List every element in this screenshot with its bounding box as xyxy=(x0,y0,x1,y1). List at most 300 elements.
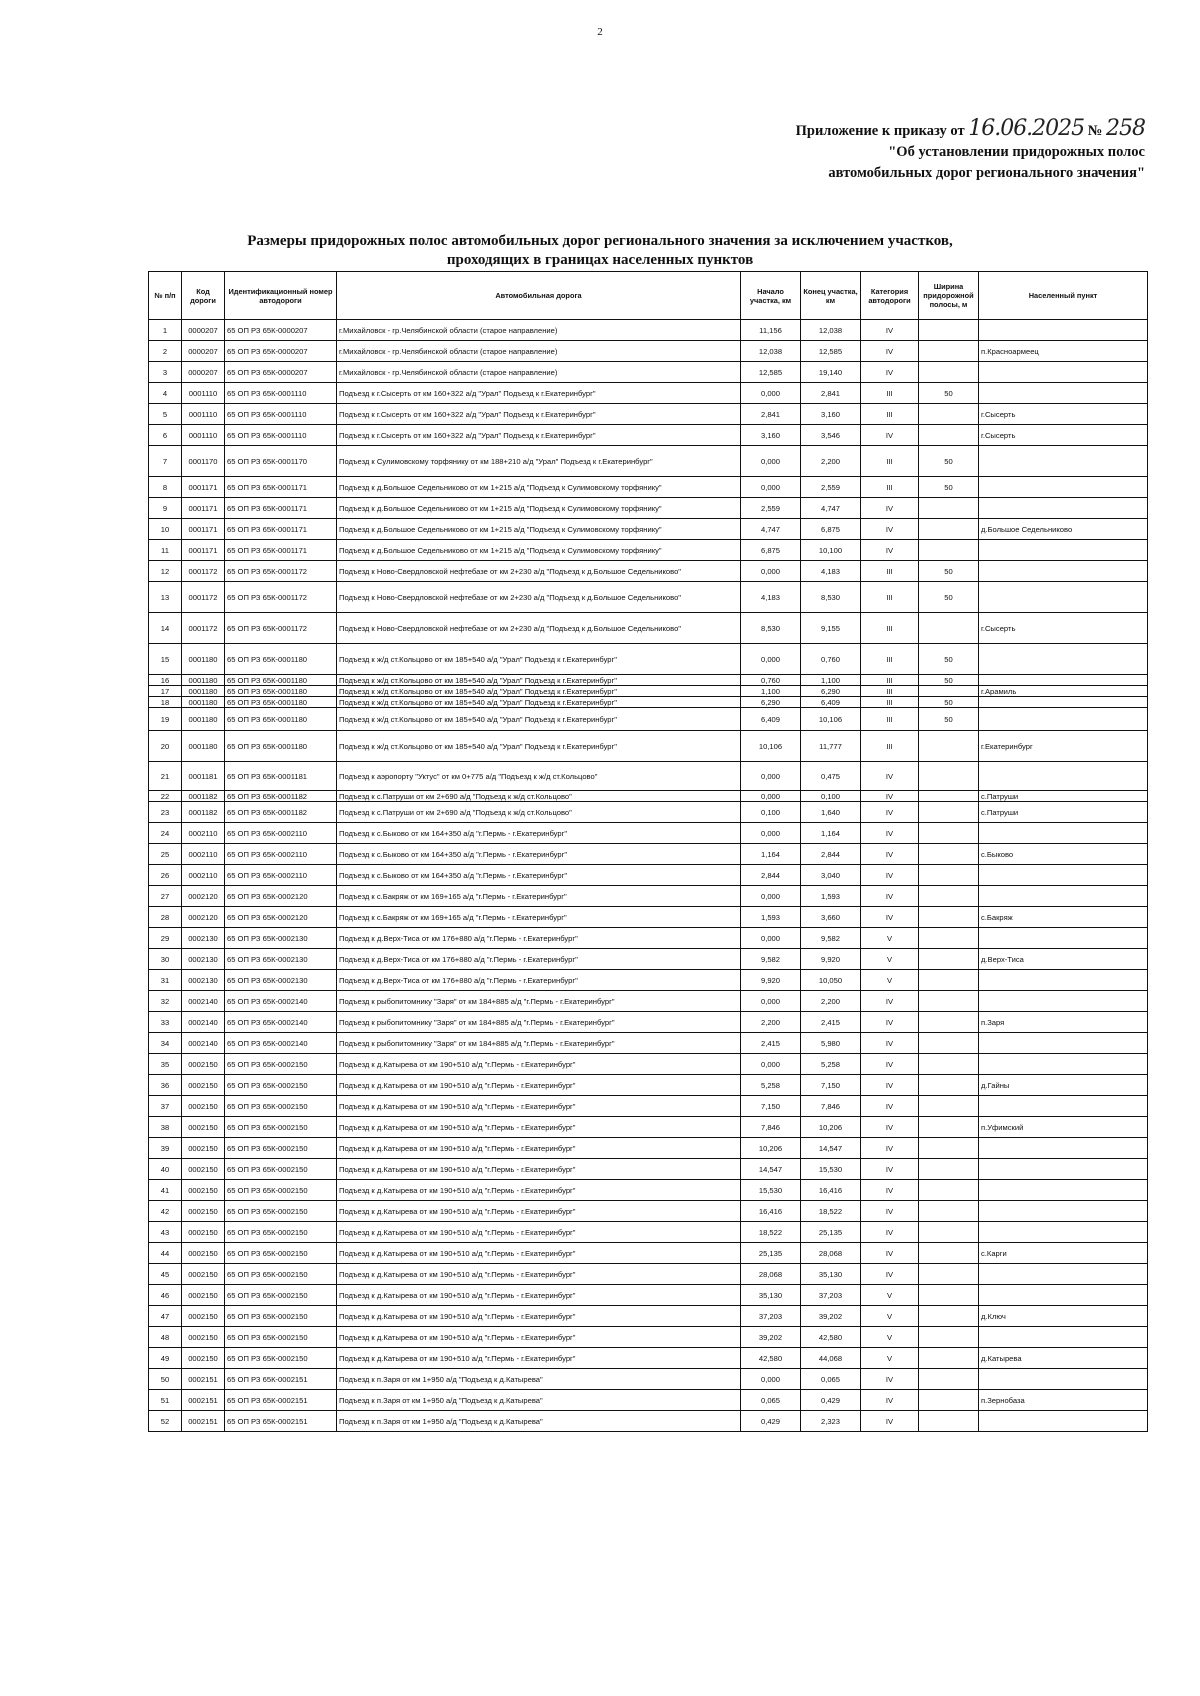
road-name-cell: Подъезд к п.Заря от км 1+950 а/д "Подъезд к д.Катырева" xyxy=(337,1390,741,1411)
table-row xyxy=(149,865,1148,886)
strip-width-cell xyxy=(919,1012,979,1033)
road-id-cell: 65 ОП РЗ 65К-0002150 xyxy=(225,1138,337,1159)
table-row xyxy=(149,477,1148,498)
end-km-cell: 6,290 xyxy=(801,686,861,697)
end-km-cell: 28,068 xyxy=(801,1243,861,1264)
settlement-cell: г.Сысерть xyxy=(979,404,1148,425)
table-row xyxy=(149,561,1148,582)
row-number-cell: 7 xyxy=(149,446,182,477)
category-cell: V xyxy=(861,970,919,991)
road-name-cell: Подъезд к ж/д ст.Кольцово от км 185+540 а/д "Урал" Подъезд к г.Екатеринбург" xyxy=(337,708,741,731)
strip-width-cell: 50 xyxy=(919,675,979,686)
road-id-cell: 65 ОП РЗ 65К-0002150 xyxy=(225,1096,337,1117)
row-number-cell: 23 xyxy=(149,802,182,823)
road-code-cell: 0001180 xyxy=(182,686,225,697)
road-code-cell: 0001170 xyxy=(182,446,225,477)
end-km-cell: 5,980 xyxy=(801,1033,861,1054)
page-number: 2 xyxy=(597,26,603,38)
category-cell: IV xyxy=(861,1138,919,1159)
road-name-cell: Подъезд к д.Катырева от км 190+510 а/д "г.Пермь - г.Екатеринбург" xyxy=(337,1222,741,1243)
road-code-cell: 0001182 xyxy=(182,791,225,802)
row-number-cell: 52 xyxy=(149,1411,182,1432)
settlement-cell xyxy=(979,708,1148,731)
road-id-cell: 65 ОП РЗ 65К-0001180 xyxy=(225,686,337,697)
road-name-cell: Подъезд к Сулимовскому торфянику от км 188+210 а/д "Урал" Подъезд к г.Екатеринбург" xyxy=(337,446,741,477)
road-id-cell: 65 ОП РЗ 65К-0001180 xyxy=(225,708,337,731)
table-row xyxy=(149,708,1148,731)
road-id-cell: 65 ОП РЗ 65К-0001181 xyxy=(225,762,337,791)
category-cell: V xyxy=(861,949,919,970)
road-code-cell: 0001180 xyxy=(182,708,225,731)
strip-width-cell: 50 xyxy=(919,644,979,675)
end-km-cell: 2,415 xyxy=(801,1012,861,1033)
end-km-cell: 3,160 xyxy=(801,404,861,425)
settlement-cell xyxy=(979,446,1148,477)
road-id-cell: 65 ОП РЗ 65К-0001171 xyxy=(225,540,337,561)
start-km-cell: 0,000 xyxy=(741,1054,801,1075)
end-km-cell: 39,202 xyxy=(801,1306,861,1327)
col-start-km-header: Начало участка, км xyxy=(741,272,801,320)
col-category-header: Категория автодороги xyxy=(861,272,919,320)
appendix-line-3: автомобильных дорог регионального значения" xyxy=(828,165,1145,181)
start-km-cell: 0,000 xyxy=(741,991,801,1012)
settlement-cell xyxy=(979,865,1148,886)
road-name-cell: Подъезд к д.Верх-Тиса от км 176+880 а/д "г.Пермь - г.Екатеринбург" xyxy=(337,928,741,949)
settlement-cell xyxy=(979,886,1148,907)
category-cell: IV xyxy=(861,802,919,823)
road-code-cell: 0002130 xyxy=(182,928,225,949)
row-number-cell: 1 xyxy=(149,320,182,341)
settlement-cell xyxy=(979,1411,1148,1432)
row-number-cell: 38 xyxy=(149,1117,182,1138)
road-id-cell: 65 ОП РЗ 65К-0001171 xyxy=(225,477,337,498)
strip-width-cell xyxy=(919,1264,979,1285)
road-name-cell: Подъезд к аэропорту "Уктус" от км 0+775 а/д "Подъезд к ж/д ст.Кольцово" xyxy=(337,762,741,791)
road-name-cell: Подъезд к рыбопитомнику "Заря" от км 184+885 а/д "г.Пермь - г.Екатеринбург" xyxy=(337,991,741,1012)
road-name-cell: Подъезд к с.Быково от км 164+350 а/д "г.Пермь - г.Екатеринбург" xyxy=(337,844,741,865)
end-km-cell: 1,164 xyxy=(801,823,861,844)
settlement-cell: с.Карги xyxy=(979,1243,1148,1264)
road-name-cell: Подъезд к г.Сысерть от км 160+322 а/д "Урал" Подъезд к г.Екатеринбург" xyxy=(337,425,741,446)
road-name-cell: г.Михайловск - гр.Челябинской области (старое направление) xyxy=(337,362,741,383)
row-number-cell: 37 xyxy=(149,1096,182,1117)
table-row xyxy=(149,362,1148,383)
row-number-cell: 19 xyxy=(149,708,182,731)
start-km-cell: 8,530 xyxy=(741,613,801,644)
road-code-cell: 0001171 xyxy=(182,540,225,561)
road-code-cell: 0002110 xyxy=(182,823,225,844)
end-km-cell: 42,580 xyxy=(801,1327,861,1348)
col-road-code-header: Код дороги xyxy=(182,272,225,320)
road-name-cell: Подъезд к д.Большое Седельниково от км 1+215 а/д "Подъезд к Сулимовскому торфянику" xyxy=(337,519,741,540)
road-code-cell: 0000207 xyxy=(182,320,225,341)
road-id-cell: 65 ОП РЗ 65К-0002130 xyxy=(225,970,337,991)
road-name-cell: Подъезд к д.Большое Седельниково от км 1+215 а/д "Подъезд к Сулимовскому торфянику" xyxy=(337,540,741,561)
row-number-cell: 40 xyxy=(149,1159,182,1180)
road-name-cell: Подъезд к д.Катырева от км 190+510 а/д "г.Пермь - г.Екатеринбург" xyxy=(337,1075,741,1096)
row-number-cell: 41 xyxy=(149,1180,182,1201)
end-km-cell: 35,130 xyxy=(801,1264,861,1285)
row-number-cell: 4 xyxy=(149,383,182,404)
road-code-cell: 0002150 xyxy=(182,1096,225,1117)
category-cell: IV xyxy=(861,907,919,928)
strip-width-cell xyxy=(919,928,979,949)
end-km-cell: 9,155 xyxy=(801,613,861,644)
row-number-cell: 13 xyxy=(149,582,182,613)
settlement-cell xyxy=(979,383,1148,404)
strip-width-cell: 50 xyxy=(919,582,979,613)
table-row xyxy=(149,928,1148,949)
end-km-cell: 4,183 xyxy=(801,561,861,582)
settlement-cell xyxy=(979,675,1148,686)
settlement-cell: п.Уфимский xyxy=(979,1117,1148,1138)
row-number-cell: 14 xyxy=(149,613,182,644)
road-code-cell: 0001180 xyxy=(182,644,225,675)
row-number-cell: 32 xyxy=(149,991,182,1012)
strip-width-cell xyxy=(919,1243,979,1264)
row-number-cell: 12 xyxy=(149,561,182,582)
road-name-cell: Подъезд к д.Верх-Тиса от км 176+880 а/д "г.Пермь - г.Екатеринбург" xyxy=(337,970,741,991)
table-row xyxy=(149,949,1148,970)
settlement-cell xyxy=(979,1285,1148,1306)
end-km-cell: 7,150 xyxy=(801,1075,861,1096)
start-km-cell: 7,846 xyxy=(741,1117,801,1138)
table-row xyxy=(149,675,1148,686)
end-km-cell: 2,559 xyxy=(801,477,861,498)
row-number-cell: 43 xyxy=(149,1222,182,1243)
category-cell: IV xyxy=(861,362,919,383)
strip-width-cell xyxy=(919,519,979,540)
table-row xyxy=(149,762,1148,791)
settlement-cell: с.Патруши xyxy=(979,802,1148,823)
start-km-cell: 37,203 xyxy=(741,1306,801,1327)
road-code-cell: 0002110 xyxy=(182,865,225,886)
start-km-cell: 2,841 xyxy=(741,404,801,425)
row-number-cell: 22 xyxy=(149,791,182,802)
strip-width-cell xyxy=(919,844,979,865)
road-id-cell: 65 ОП РЗ 65К-0002150 xyxy=(225,1159,337,1180)
appendix-prefix: Приложение к приказу от xyxy=(795,123,965,139)
table-row xyxy=(149,791,1148,802)
row-number-cell: 5 xyxy=(149,404,182,425)
settlement-cell xyxy=(979,540,1148,561)
table-row xyxy=(149,582,1148,613)
road-code-cell: 0001171 xyxy=(182,477,225,498)
road-name-cell: Подъезд к ж/д ст.Кольцово от км 185+540 а/д "Урал" Подъезд к г.Екатеринбург" xyxy=(337,697,741,708)
row-number-cell: 33 xyxy=(149,1012,182,1033)
road-name-cell: Подъезд к д.Катырева от км 190+510 а/д "г.Пермь - г.Екатеринбург" xyxy=(337,1159,741,1180)
road-code-cell: 0002150 xyxy=(182,1327,225,1348)
road-code-cell: 0002140 xyxy=(182,1012,225,1033)
settlement-cell: с.Быково xyxy=(979,844,1148,865)
road-code-cell: 0001180 xyxy=(182,731,225,762)
start-km-cell: 18,522 xyxy=(741,1222,801,1243)
end-km-cell: 11,777 xyxy=(801,731,861,762)
strip-width-cell xyxy=(919,1348,979,1369)
road-id-cell: 65 ОП РЗ 65К-0000207 xyxy=(225,320,337,341)
category-cell: IV xyxy=(861,498,919,519)
table-row xyxy=(149,1264,1148,1285)
settlement-cell: д.Ключ xyxy=(979,1306,1148,1327)
settlement-cell xyxy=(979,477,1148,498)
road-name-cell: Подъезд к ж/д ст.Кольцово от км 185+540 а/д "Урал" Подъезд к г.Екатеринбург" xyxy=(337,686,741,697)
settlement-cell xyxy=(979,697,1148,708)
road-code-cell: 0002150 xyxy=(182,1306,225,1327)
table-row xyxy=(149,1369,1148,1390)
road-name-cell: Подъезд к Ново-Свердловской нефтебазе от км 2+230 а/д "Подъезд к д.Большое Седельниково" xyxy=(337,561,741,582)
road-code-cell: 0002150 xyxy=(182,1222,225,1243)
start-km-cell: 1,593 xyxy=(741,907,801,928)
road-name-cell: Подъезд к д.Катырева от км 190+510 а/д "г.Пермь - г.Екатеринбург" xyxy=(337,1117,741,1138)
end-km-cell: 2,844 xyxy=(801,844,861,865)
category-cell: IV xyxy=(861,1096,919,1117)
road-name-cell: Подъезд к д.Катырева от км 190+510 а/д "г.Пермь - г.Екатеринбург" xyxy=(337,1285,741,1306)
road-name-cell: Подъезд к Ново-Свердловской нефтебазе от км 2+230 а/д "Подъезд к д.Большое Седельниково" xyxy=(337,582,741,613)
settlement-cell xyxy=(979,320,1148,341)
start-km-cell: 10,106 xyxy=(741,731,801,762)
table-header xyxy=(149,272,1148,320)
row-number-cell: 48 xyxy=(149,1327,182,1348)
table-row xyxy=(149,341,1148,362)
table-row xyxy=(149,446,1148,477)
category-cell: IV xyxy=(861,540,919,561)
road-code-cell: 0000207 xyxy=(182,341,225,362)
end-km-cell: 9,920 xyxy=(801,949,861,970)
category-cell: III xyxy=(861,404,919,425)
end-km-cell: 37,203 xyxy=(801,1285,861,1306)
row-number-cell: 44 xyxy=(149,1243,182,1264)
settlement-cell: д.Гайны xyxy=(979,1075,1148,1096)
start-km-cell: 2,200 xyxy=(741,1012,801,1033)
end-km-cell: 18,522 xyxy=(801,1201,861,1222)
start-km-cell: 35,130 xyxy=(741,1285,801,1306)
strip-width-cell xyxy=(919,823,979,844)
end-km-cell: 8,530 xyxy=(801,582,861,613)
start-km-cell: 6,290 xyxy=(741,697,801,708)
strip-width-cell: 50 xyxy=(919,697,979,708)
settlement-cell xyxy=(979,1327,1148,1348)
road-code-cell: 0001172 xyxy=(182,582,225,613)
strip-width-cell xyxy=(919,1306,979,1327)
appendix-header xyxy=(625,118,1145,184)
road-name-cell: Подъезд к д.Катырева от км 190+510 а/д "г.Пермь - г.Екатеринбург" xyxy=(337,1264,741,1285)
row-number-cell: 50 xyxy=(149,1369,182,1390)
start-km-cell: 11,156 xyxy=(741,320,801,341)
strip-width-cell xyxy=(919,1327,979,1348)
strip-width-cell xyxy=(919,498,979,519)
strip-width-cell xyxy=(919,1285,979,1306)
road-name-cell: Подъезд к Ново-Свердловской нефтебазе от км 2+230 а/д "Подъезд к д.Большое Седельниково" xyxy=(337,613,741,644)
table-row xyxy=(149,644,1148,675)
start-km-cell: 0,000 xyxy=(741,886,801,907)
category-cell: IV xyxy=(861,762,919,791)
settlement-cell: п.Зернобаза xyxy=(979,1390,1148,1411)
road-id-cell: 65 ОП РЗ 65К-0000207 xyxy=(225,362,337,383)
category-cell: IV xyxy=(861,519,919,540)
road-code-cell: 0002150 xyxy=(182,1348,225,1369)
row-number-cell: 39 xyxy=(149,1138,182,1159)
road-code-cell: 0001171 xyxy=(182,519,225,540)
strip-width-cell xyxy=(919,991,979,1012)
row-number-cell: 25 xyxy=(149,844,182,865)
settlement-cell xyxy=(979,1369,1148,1390)
end-km-cell: 1,640 xyxy=(801,802,861,823)
road-id-cell: 65 ОП РЗ 65К-0002150 xyxy=(225,1264,337,1285)
start-km-cell: 0,760 xyxy=(741,675,801,686)
settlement-cell: п.Красноармеец xyxy=(979,341,1148,362)
road-id-cell: 65 ОП РЗ 65К-0001171 xyxy=(225,519,337,540)
row-number-cell: 8 xyxy=(149,477,182,498)
table-row xyxy=(149,697,1148,708)
title-line-2: проходящих в границах населенных пунктов xyxy=(446,252,754,268)
strip-width-cell xyxy=(919,613,979,644)
settlement-cell xyxy=(979,1054,1148,1075)
end-km-cell: 10,206 xyxy=(801,1117,861,1138)
row-number-cell: 26 xyxy=(149,865,182,886)
end-km-cell: 2,841 xyxy=(801,383,861,404)
road-code-cell: 0002140 xyxy=(182,991,225,1012)
road-id-cell: 65 ОП РЗ 65К-0002120 xyxy=(225,907,337,928)
road-id-cell: 65 ОП РЗ 65К-0001172 xyxy=(225,561,337,582)
end-km-cell: 10,050 xyxy=(801,970,861,991)
settlement-cell: г.Екатеринбург xyxy=(979,731,1148,762)
road-name-cell: Подъезд к д.Верх-Тиса от км 176+880 а/д "г.Пермь - г.Екатеринбург" xyxy=(337,949,741,970)
road-id-cell: 65 ОП РЗ 65К-0002140 xyxy=(225,991,337,1012)
strip-width-cell xyxy=(919,1369,979,1390)
road-code-cell: 0001172 xyxy=(182,613,225,644)
start-km-cell: 0,100 xyxy=(741,802,801,823)
end-km-cell: 0,100 xyxy=(801,791,861,802)
category-cell: IV xyxy=(861,1222,919,1243)
road-id-cell: 65 ОП РЗ 65К-0002150 xyxy=(225,1075,337,1096)
strip-width-cell xyxy=(919,362,979,383)
road-name-cell: Подъезд к с.Патруши от км 2+690 а/д "Подъезд к ж/д ст.Кольцово" xyxy=(337,791,741,802)
strip-width-cell xyxy=(919,404,979,425)
table-row xyxy=(149,540,1148,561)
row-number-cell: 45 xyxy=(149,1264,182,1285)
road-name-cell: Подъезд к д.Катырева от км 190+510 а/д "г.Пермь - г.Екатеринбург" xyxy=(337,1243,741,1264)
table-body xyxy=(149,320,1148,1432)
road-id-cell: 65 ОП РЗ 65К-0002150 xyxy=(225,1306,337,1327)
settlement-cell xyxy=(979,644,1148,675)
road-name-cell: Подъезд к ж/д ст.Кольцово от км 185+540 а/д "Урал" Подъезд к г.Екатеринбург" xyxy=(337,731,741,762)
road-name-cell: Подъезд к с.Патруши от км 2+690 а/д "Подъезд к ж/д ст.Кольцово" xyxy=(337,802,741,823)
road-id-cell: 65 ОП РЗ 65К-0002150 xyxy=(225,1348,337,1369)
table-row xyxy=(149,823,1148,844)
category-cell: III xyxy=(861,686,919,697)
category-cell: IV xyxy=(861,425,919,446)
category-cell: III xyxy=(861,675,919,686)
start-km-cell: 0,000 xyxy=(741,1369,801,1390)
road-name-cell: Подъезд к д.Катырева от км 190+510 а/д "г.Пермь - г.Екатеринбург" xyxy=(337,1306,741,1327)
header-row xyxy=(149,272,1148,320)
road-id-cell: 65 ОП РЗ 65К-0002150 xyxy=(225,1201,337,1222)
start-km-cell: 2,844 xyxy=(741,865,801,886)
start-km-cell: 1,164 xyxy=(741,844,801,865)
start-km-cell: 0,429 xyxy=(741,1411,801,1432)
road-name-cell: Подъезд к п.Заря от км 1+950 а/д "Подъезд к д.Катырева" xyxy=(337,1369,741,1390)
strip-width-cell xyxy=(919,1180,979,1201)
row-number-cell: 29 xyxy=(149,928,182,949)
category-cell: IV xyxy=(861,1075,919,1096)
settlement-cell: г.Сысерть xyxy=(979,613,1148,644)
table-row xyxy=(149,1201,1148,1222)
category-cell: III xyxy=(861,644,919,675)
settlement-cell xyxy=(979,1264,1148,1285)
strip-width-cell: 50 xyxy=(919,383,979,404)
start-km-cell: 0,000 xyxy=(741,383,801,404)
strip-width-cell xyxy=(919,907,979,928)
road-code-cell: 0002130 xyxy=(182,949,225,970)
strip-width-cell xyxy=(919,1033,979,1054)
end-km-cell: 0,475 xyxy=(801,762,861,791)
start-km-cell: 5,258 xyxy=(741,1075,801,1096)
strip-width-cell xyxy=(919,686,979,697)
category-cell: IV xyxy=(861,341,919,362)
road-name-cell: г.Михайловск - гр.Челябинской области (старое направление) xyxy=(337,320,741,341)
settlement-cell xyxy=(979,498,1148,519)
category-cell: III xyxy=(861,731,919,762)
road-id-cell: 65 ОП РЗ 65К-0002130 xyxy=(225,949,337,970)
row-number-cell: 6 xyxy=(149,425,182,446)
category-cell: V xyxy=(861,1348,919,1369)
settlement-cell xyxy=(979,1180,1148,1201)
start-km-cell: 15,530 xyxy=(741,1180,801,1201)
strip-width-cell xyxy=(919,731,979,762)
road-id-cell: 65 ОП РЗ 65К-0002150 xyxy=(225,1117,337,1138)
table-row xyxy=(149,320,1148,341)
row-number-cell: 51 xyxy=(149,1390,182,1411)
road-id-cell: 65 ОП РЗ 65К-0001182 xyxy=(225,791,337,802)
road-id-cell: 65 ОП РЗ 65К-0002150 xyxy=(225,1243,337,1264)
road-code-cell: 0001110 xyxy=(182,404,225,425)
strip-width-cell xyxy=(919,1390,979,1411)
road-name-cell: Подъезд к ж/д ст.Кольцово от км 185+540 а/д "Урал" Подъезд к г.Екатеринбург" xyxy=(337,675,741,686)
table-row xyxy=(149,425,1148,446)
road-code-cell: 0002130 xyxy=(182,970,225,991)
end-km-cell: 16,416 xyxy=(801,1180,861,1201)
row-number-cell: 16 xyxy=(149,675,182,686)
table-row xyxy=(149,686,1148,697)
road-code-cell: 0000207 xyxy=(182,362,225,383)
table-row xyxy=(149,1327,1148,1348)
road-name-cell: Подъезд к д.Катырева от км 190+510 а/д "г.Пермь - г.Екатеринбург" xyxy=(337,1138,741,1159)
road-name-cell: Подъезд к ж/д ст.Кольцово от км 185+540 а/д "Урал" Подъезд к г.Екатеринбург" xyxy=(337,644,741,675)
strip-width-cell xyxy=(919,1159,979,1180)
end-km-cell: 19,140 xyxy=(801,362,861,383)
road-name-cell: Подъезд к рыбопитомнику "Заря" от км 184+885 а/д "г.Пермь - г.Екатеринбург" xyxy=(337,1033,741,1054)
end-km-cell: 3,660 xyxy=(801,907,861,928)
settlement-cell xyxy=(979,561,1148,582)
end-km-cell: 5,258 xyxy=(801,1054,861,1075)
road-code-cell: 0002151 xyxy=(182,1390,225,1411)
row-number-cell: 42 xyxy=(149,1201,182,1222)
settlement-cell xyxy=(979,1222,1148,1243)
road-code-cell: 0002150 xyxy=(182,1180,225,1201)
road-id-cell: 65 ОП РЗ 65К-0001110 xyxy=(225,404,337,425)
category-cell: IV xyxy=(861,1180,919,1201)
col-road-id-header: Идентификационный номер автодороги xyxy=(225,272,337,320)
road-id-cell: 65 ОП РЗ 65К-0002150 xyxy=(225,1180,337,1201)
road-id-cell: 65 ОП РЗ 65К-0002140 xyxy=(225,1012,337,1033)
category-cell: III xyxy=(861,697,919,708)
settlement-cell xyxy=(979,991,1148,1012)
row-number-cell: 28 xyxy=(149,907,182,928)
end-km-cell: 0,760 xyxy=(801,644,861,675)
road-name-cell: Подъезд к г.Сысерть от км 160+322 а/д "Урал" Подъезд к г.Екатеринбург" xyxy=(337,383,741,404)
table-row xyxy=(149,613,1148,644)
col-road-name-header: Автомобильная дорога xyxy=(337,272,741,320)
